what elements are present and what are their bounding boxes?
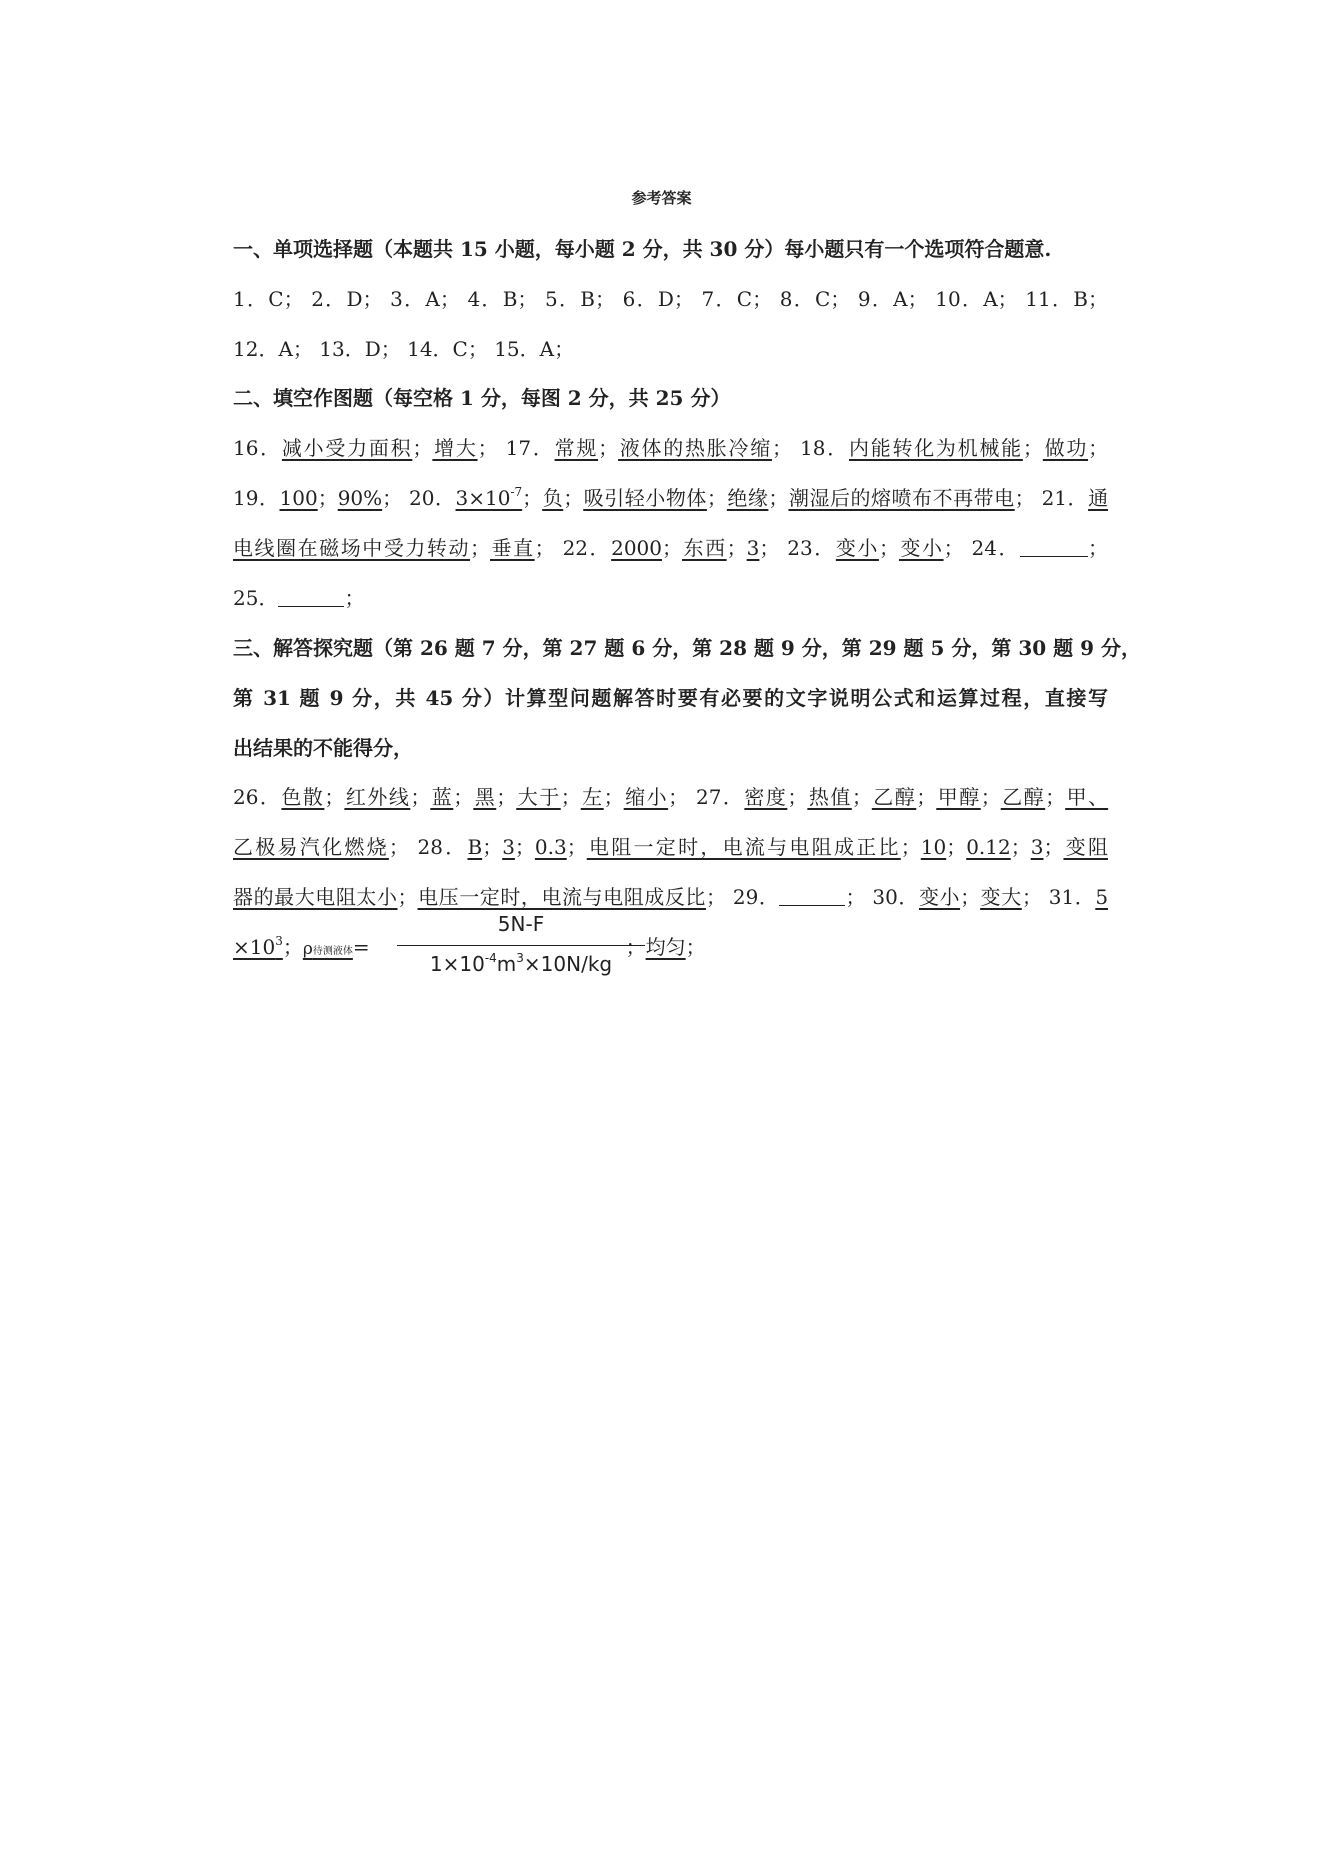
q27-number: 27．	[695, 785, 745, 809]
q16-number: 16．	[233, 436, 282, 460]
q21-number: 21．	[1041, 486, 1089, 510]
separator: ；	[851, 785, 872, 809]
separator: ；	[470, 536, 491, 560]
separator: ；	[625, 935, 646, 959]
q30-answer-1: 变小	[918, 885, 961, 909]
separator: ；	[900, 835, 921, 859]
q20-answer-3: 吸引轻小物体	[583, 486, 707, 510]
section-3-heading-line-2: 第 31 题 9 分，共 45 分）计算型问题解答时要有必要的文字说明公式和运算过程，直接写	[233, 686, 1108, 710]
separator: ；	[787, 785, 808, 809]
section-2-line-4	[233, 585, 1108, 611]
q22-answer-2: 东西	[682, 536, 727, 560]
separator: ；	[453, 785, 474, 809]
separator: ；	[662, 536, 683, 560]
section-2-line-2	[233, 485, 1108, 511]
q24-answer-blank	[1020, 538, 1088, 557]
q30-number: 30．	[872, 885, 919, 909]
q20-number: 20．	[409, 486, 456, 510]
q31-answer-3: 均匀	[645, 935, 686, 959]
separator: ；	[477, 436, 506, 460]
section-3-heading-line-3: 出结果的不能得分，	[233, 736, 413, 760]
q18-number: 18．	[800, 436, 849, 460]
q17-answer-1: 常规	[554, 436, 599, 460]
separator: ；	[388, 835, 418, 859]
section-1-heading: 一、单项选择题（本题共 15 小题，每小题 2 分，共 30 分）每小题只有一个选项符合题意.	[233, 237, 1052, 261]
q28-answer-7: 3	[1030, 835, 1044, 859]
q28-answer-8-end: 器的最大电阻太小	[233, 885, 398, 909]
q27-answer-6-end: 乙极易汽化燃烧	[233, 835, 389, 859]
section-2-heading: 二、填空作图题（每空格 1 分，每图 2 分，共 25 分）	[233, 386, 731, 410]
q26-answer-1: 色散	[281, 785, 325, 809]
fraction-numerator: 5N-F	[497, 912, 545, 936]
q31-answer-1-start: 5	[1095, 885, 1109, 909]
separator: ；	[1014, 486, 1042, 510]
section-3-line-1	[233, 784, 1108, 810]
q22-number: 22．	[562, 536, 612, 560]
separator: ；	[560, 785, 581, 809]
q23-number: 23．	[787, 536, 836, 560]
q27-answer-3: 乙醇	[871, 785, 917, 809]
q28-answer-6: 0.12	[966, 835, 1011, 859]
equals-sign: =	[352, 935, 370, 959]
q28-answer-9: 电压一定时，电流与电阻成反比	[417, 885, 706, 909]
separator: ；	[324, 785, 345, 809]
separator: ；	[514, 835, 535, 859]
separator: ；	[344, 586, 365, 610]
q31-answer-1-exponent: 3	[275, 934, 283, 948]
q16-answer-2: 增大	[432, 436, 478, 460]
separator: ；	[845, 885, 873, 909]
q17-number: 17．	[505, 436, 555, 460]
q26-answer-3: 蓝	[430, 785, 454, 809]
denominator-tail: ×10N/kg	[523, 952, 613, 976]
q28-answer-8-start: 变阻	[1063, 835, 1109, 859]
q22-answer-3: 3	[746, 536, 760, 560]
section-3-line-4	[233, 934, 1108, 965]
separator: ；	[1088, 536, 1109, 560]
q27-answer-4: 甲醇	[936, 785, 981, 809]
q23-answer-2: 变小	[898, 536, 944, 560]
q26-answer-4: 黑	[473, 785, 497, 809]
separator: ；	[598, 436, 619, 460]
q31-formula-lhs	[303, 935, 353, 959]
q20-answer-1-base: 3×10	[455, 486, 511, 510]
q25-number: 25．	[233, 586, 279, 610]
q20-answer-5: 潮湿后的熔喷布不再带电	[788, 486, 1015, 510]
q18-answer-1: 内能转化为机械能	[848, 436, 1023, 460]
separator: ；	[706, 486, 727, 510]
separator: ；	[397, 885, 418, 909]
q24-number: 24．	[971, 536, 1021, 560]
denominator-exponent-1: -4	[484, 951, 497, 965]
rho-subscript: 待测液体	[312, 946, 353, 957]
q20-answer-1	[456, 486, 523, 510]
q28-answer-1: B	[467, 835, 483, 859]
denominator-unit: m	[496, 952, 517, 976]
q21-answer-1-start: 通	[1088, 486, 1109, 510]
q21-answer-2: 垂直	[490, 536, 535, 560]
separator: ；	[282, 935, 303, 959]
q28-answer-5: 10	[920, 835, 947, 859]
q26-number: 26．	[233, 785, 282, 809]
section-2-line-3	[233, 535, 1108, 561]
q23-answer-1: 变小	[835, 536, 879, 560]
q28-answer-4: 电阻一定时，电流与电阻成正比	[586, 835, 901, 859]
separator: ；	[726, 536, 747, 560]
separator: ；	[916, 785, 937, 809]
q17-answer-2: 液体的热胀冷缩	[618, 436, 772, 460]
q28-answer-3: 0.3	[534, 835, 567, 859]
separator: ；	[563, 486, 584, 510]
separator: ；	[482, 835, 503, 859]
separator: ；	[1022, 436, 1043, 460]
separator: ；	[496, 785, 517, 809]
q26-answer-2: 红外线	[344, 785, 411, 809]
separator: ；	[668, 785, 696, 809]
q20-answer-1-exponent: -7	[510, 485, 523, 499]
q25-answer-blank	[278, 588, 344, 607]
page-title: 参考答案	[631, 189, 692, 207]
separator: ；	[771, 436, 801, 460]
q19-answer-1: 100	[279, 486, 318, 510]
q26-answer-7: 缩小	[623, 785, 669, 809]
q18-answer-2: 做功	[1042, 436, 1089, 460]
separator: ；	[410, 785, 431, 809]
density-formula-fraction	[397, 912, 645, 980]
q22-answer-1: 2000	[611, 536, 663, 560]
rho-symbol: ρ	[302, 939, 313, 959]
q20-answer-4: 绝缘	[726, 486, 769, 510]
q27-answer-1: 密度	[744, 785, 788, 809]
separator: ；	[382, 486, 410, 510]
q27-answer-5: 乙醇	[1000, 785, 1046, 809]
denominator-part: 1×10	[429, 952, 485, 976]
separator: ；	[412, 436, 433, 460]
q16-answer-1: 减小受力面积	[281, 436, 413, 460]
separator: ；	[1043, 835, 1064, 859]
q19-answer-2: 90%	[337, 486, 383, 510]
q30-answer-2: 变大	[980, 885, 1022, 909]
q27-answer-2: 热值	[807, 785, 852, 809]
section-2-line-1	[233, 435, 1108, 461]
separator: ；	[1010, 835, 1031, 859]
separator: ；	[946, 835, 967, 859]
q26-answer-6: 左	[580, 785, 604, 809]
separator: ；	[685, 935, 706, 959]
section-3-line-3	[233, 884, 1108, 910]
denominator-exponent-2: 3	[516, 951, 524, 965]
separator: ；	[878, 536, 899, 560]
separator: ；	[980, 785, 1001, 809]
section-1-answers-row-1: 1．C； 2．D； 3．A； 4．B； 5．B； 6．D； 7．C； 8．C； 9．A； 10．A； 11．B；	[233, 287, 1108, 311]
q31-number: 31．	[1048, 885, 1096, 909]
section-3-heading-line-1: 三、解答探究题（第 26 题 7 分，第 27 题 6 分，第 28 题 9 分，第 29 题 5 分，第 30 题 9 分，	[233, 636, 1141, 660]
q27-answer-6-start: 甲、	[1065, 785, 1109, 809]
q28-answer-2: 3	[502, 835, 515, 859]
separator: ；	[960, 885, 981, 909]
separator: ；	[705, 885, 733, 909]
section-1-answers-row-2: 12．A； 13．D； 14．C； 15．A；	[233, 337, 575, 361]
q29-answer-blank	[779, 887, 845, 906]
separator: ；	[1088, 436, 1109, 460]
separator: ；	[566, 835, 587, 859]
separator: ；	[768, 486, 789, 510]
fraction-denominator	[397, 952, 645, 976]
separator: ；	[943, 536, 972, 560]
separator: ；	[603, 785, 624, 809]
separator: ；	[1021, 885, 1049, 909]
separator: ；	[759, 536, 788, 560]
separator: ；	[1045, 785, 1066, 809]
separator: ；	[317, 486, 338, 510]
q31-answer-1-end	[233, 935, 283, 959]
q20-answer-2: 负	[542, 486, 564, 510]
q28-number: 28．	[417, 835, 468, 859]
q31-answer-1-base: ×10	[233, 935, 276, 959]
q19-number: 19．	[233, 486, 280, 510]
q29-number: 29．	[732, 885, 780, 909]
q26-answer-5: 大于	[516, 785, 561, 809]
separator: ；	[522, 486, 543, 510]
q21-answer-1-end: 电线圈在磁场中受力转动	[233, 536, 471, 560]
section-3-line-2	[233, 834, 1108, 860]
separator: ；	[534, 536, 563, 560]
fraction-bar	[397, 945, 645, 946]
